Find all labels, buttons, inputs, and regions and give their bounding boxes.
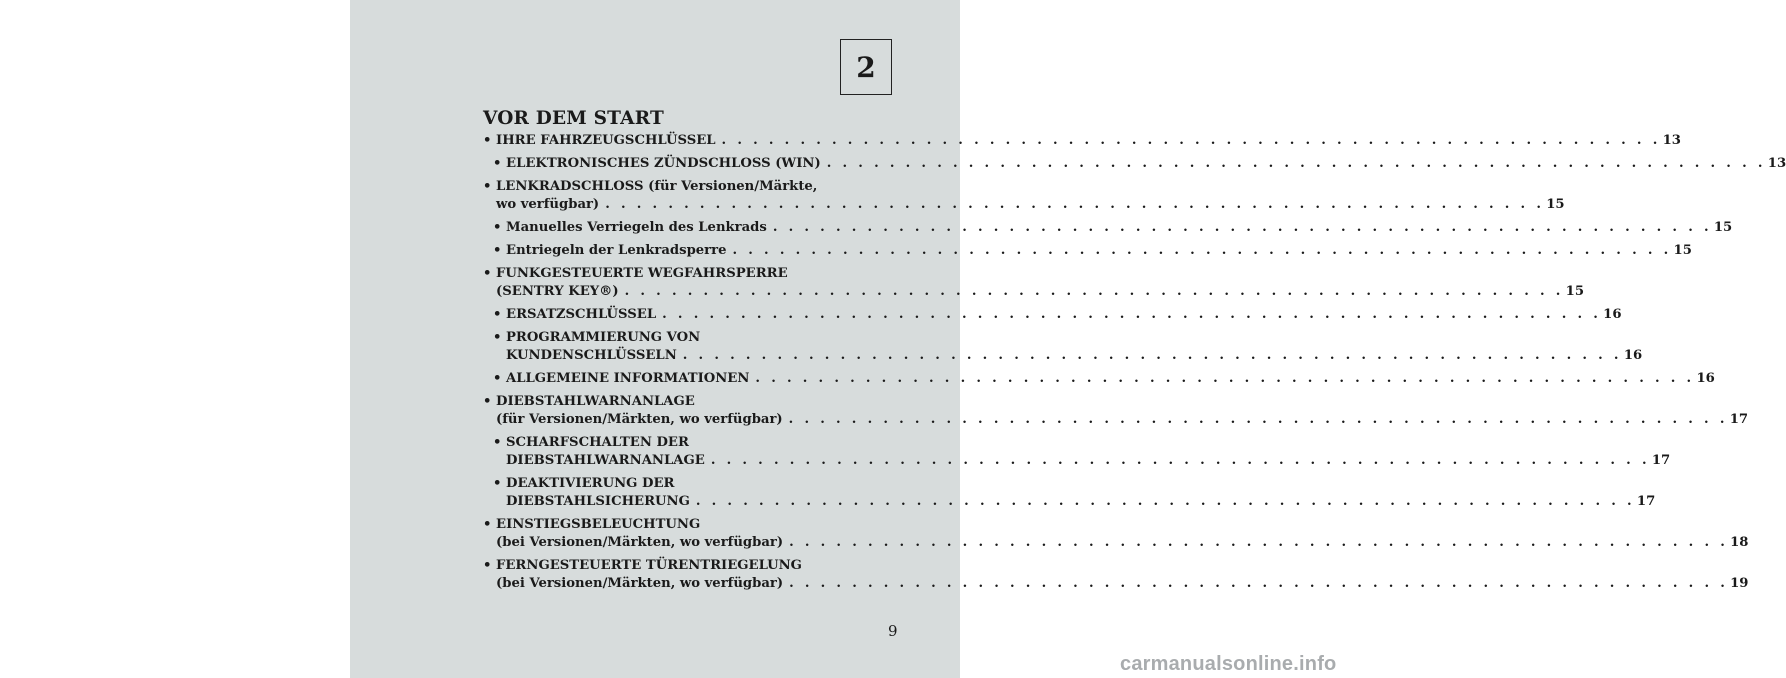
toc-page-number: 17 — [1729, 412, 1749, 427]
toc-entry-text: KUNDENSCHLÜSSELN — [506, 348, 677, 363]
toc-entry[interactable] — [483, 475, 1656, 511]
dot-leader: . . . . . . . . . . . . . . . . . . . . . . . . . . . . . . . . . . . . . . . . . . . . . . . . . . . . . . . . . . . . — [789, 535, 1729, 550]
toc-entry-text: • FERNGESTEUERTE TÜRENTRIEGELUNG — [483, 558, 802, 573]
toc-entry-text: (bei Versionen/Märkten, wo verfügbar) — [496, 535, 784, 550]
toc-entry-text: • DIEBSTAHLWARNANLAGE — [483, 394, 695, 409]
dot-leader: . . . . . . . . . . . . . . . . . . . . . . . . . . . . . . . . . . . . . . . . . . . . . . . . . . . . . . . . . . . . — [755, 371, 1695, 386]
dot-leader: . . . . . . . . . . . . . . . . . . . . . . . . . . . . . . . . . . . . . . . . . . . . . . . . . . . . . . . . . . . . — [826, 156, 1766, 171]
toc-page-number: 13 — [1662, 133, 1681, 148]
dot-leader: . . . . . . . . . . . . . . . . . . . . . . . . . . . . . . . . . . . . . . . . . . . . . . . . . . . . . . . . . . . . — [605, 197, 1545, 212]
toc-entry-text: DIEBSTAHLSICHERUNG — [506, 494, 690, 509]
dot-leader: . . . . . . . . . . . . . . . . . . . . . . . . . . . . . . . . . . . . . . . . . . . . . . . . . . . . . . . . . . . . — [682, 348, 1622, 363]
dot-leader: . . . . . . . . . . . . . . . . . . . . . . . . . . . . . . . . . . . . . . . . . . . . . . . . . . . . . . . . . . . . — [695, 494, 1635, 509]
toc-entry[interactable] — [483, 242, 1692, 260]
dot-leader: . . . . . . . . . . . . . . . . . . . . . . . . . . . . . . . . . . . . . . . . . . . . . . . . . . . . . . . . . . . . — [788, 412, 1728, 427]
toc-page-number: 13 — [1767, 156, 1786, 171]
toc-entry[interactable] — [483, 434, 1671, 470]
dot-leader: . . . . . . . . . . . . . . . . . . . . . . . . . . . . . . . . . . . . . . . . . . . . . . . . . . . . . . . . . . . . — [772, 220, 1712, 235]
toc-entry[interactable] — [483, 329, 1643, 365]
toc-entry-text: DIEBSTAHLWARNANLAGE — [506, 453, 705, 468]
toc-entry[interactable] — [483, 132, 1681, 150]
right-page — [350, 0, 1786, 678]
toc-entry[interactable] — [483, 370, 1715, 388]
toc-entry-text: • FUNKGESTEUERTE WEGFAHRSPERRE — [483, 266, 788, 281]
toc-entry-text: • ELEKTRONISCHES ZÜNDSCHLOSS (WIN) — [493, 156, 821, 171]
toc-page-number: 17 — [1636, 494, 1656, 509]
table-of-contents — [483, 132, 1786, 593]
toc-entry[interactable] — [483, 219, 1733, 237]
toc-entry-text: (SENTRY KEY®) — [496, 284, 619, 299]
toc-page-number: 15 — [1713, 220, 1733, 235]
toc-entry-text: • LENKRADSCHLOSS (für Versionen/Märkte, — [483, 179, 818, 194]
dot-leader: . . . . . . . . . . . . . . . . . . . . . . . . . . . . . . . . . . . . . . . . . . . . . . . . . . . . . . . . . . . . — [789, 576, 1729, 591]
toc-page-number: 16 — [1696, 371, 1715, 386]
toc-entry-text: • IHRE FAHRZEUGSCHLÜSSEL — [483, 133, 716, 148]
left-blank-page — [0, 0, 350, 678]
dot-leader: . . . . . . . . . . . . . . . . . . . . . . . . . . . . . . . . . . . . . . . . . . . . . . . . . . . . . . . . . . . . — [721, 133, 1661, 148]
toc-entry[interactable] — [483, 306, 1622, 324]
chapter-number-box: 2 — [840, 39, 892, 95]
toc-entry[interactable] — [483, 557, 1749, 593]
toc-entry[interactable] — [483, 393, 1749, 429]
toc-entry-text: • EINSTIEGSBELEUCHTUNG — [483, 517, 701, 532]
toc-entry-text: • Manuelles Verriegeln des Lenkrads — [493, 220, 767, 235]
dot-leader: . . . . . . . . . . . . . . . . . . . . . . . . . . . . . . . . . . . . . . . . . . . . . . . . . . . . . . . . . . . . — [732, 243, 1672, 258]
toc-page-number: 16 — [1603, 307, 1622, 322]
toc-entry-text: • PROGRAMMIERUNG VON — [493, 330, 701, 345]
toc-page-number: 15 — [1546, 197, 1565, 212]
toc-entry-text: • ALLGEMEINE INFORMATIONEN — [493, 371, 750, 386]
toc-entry-text: • SCHARFSCHALTEN DER — [493, 435, 689, 450]
toc-page-number: 17 — [1651, 453, 1671, 468]
toc-entry-text: • DEAKTIVIERUNG DER — [493, 476, 675, 491]
dot-leader: . . . . . . . . . . . . . . . . . . . . . . . . . . . . . . . . . . . . . . . . . . . . . . . . . . . . . . . . . . . . — [710, 453, 1650, 468]
page-number: 9 — [888, 622, 898, 640]
toc-entry-text: (bei Versionen/Märkten, wo verfügbar) — [496, 576, 784, 591]
toc-entry[interactable] — [483, 155, 1786, 173]
toc-entry-text: wo verfügbar) — [496, 197, 600, 212]
dot-leader: . . . . . . . . . . . . . . . . . . . . . . . . . . . . . . . . . . . . . . . . . . . . . . . . . . . . . . . . . . . . — [662, 307, 1602, 322]
toc-page-number: 19 — [1730, 576, 1749, 591]
toc-entry[interactable] — [483, 265, 1585, 301]
watermark: carmanualsonline.info — [1120, 653, 1337, 675]
toc-page-number: 15 — [1673, 243, 1692, 258]
toc-page-number: 15 — [1565, 284, 1585, 299]
toc-entry-text: • Entriegeln der Lenkradsperre — [493, 243, 727, 258]
dot-leader: . . . . . . . . . . . . . . . . . . . . . . . . . . . . . . . . . . . . . . . . . . . . . . . . . . . . . . . . . . . . — [624, 284, 1564, 299]
section-title: VOR DEM START — [483, 108, 664, 129]
toc-entry[interactable] — [483, 516, 1749, 552]
toc-entry-text: (für Versionen/Märkten, wo verfügbar) — [496, 412, 783, 427]
toc-page-number: 18 — [1730, 535, 1749, 550]
toc-page-number: 16 — [1623, 348, 1643, 363]
toc-entry[interactable] — [483, 178, 1565, 214]
toc-entry-text: • ERSATZSCHLÜSSEL — [493, 307, 657, 322]
